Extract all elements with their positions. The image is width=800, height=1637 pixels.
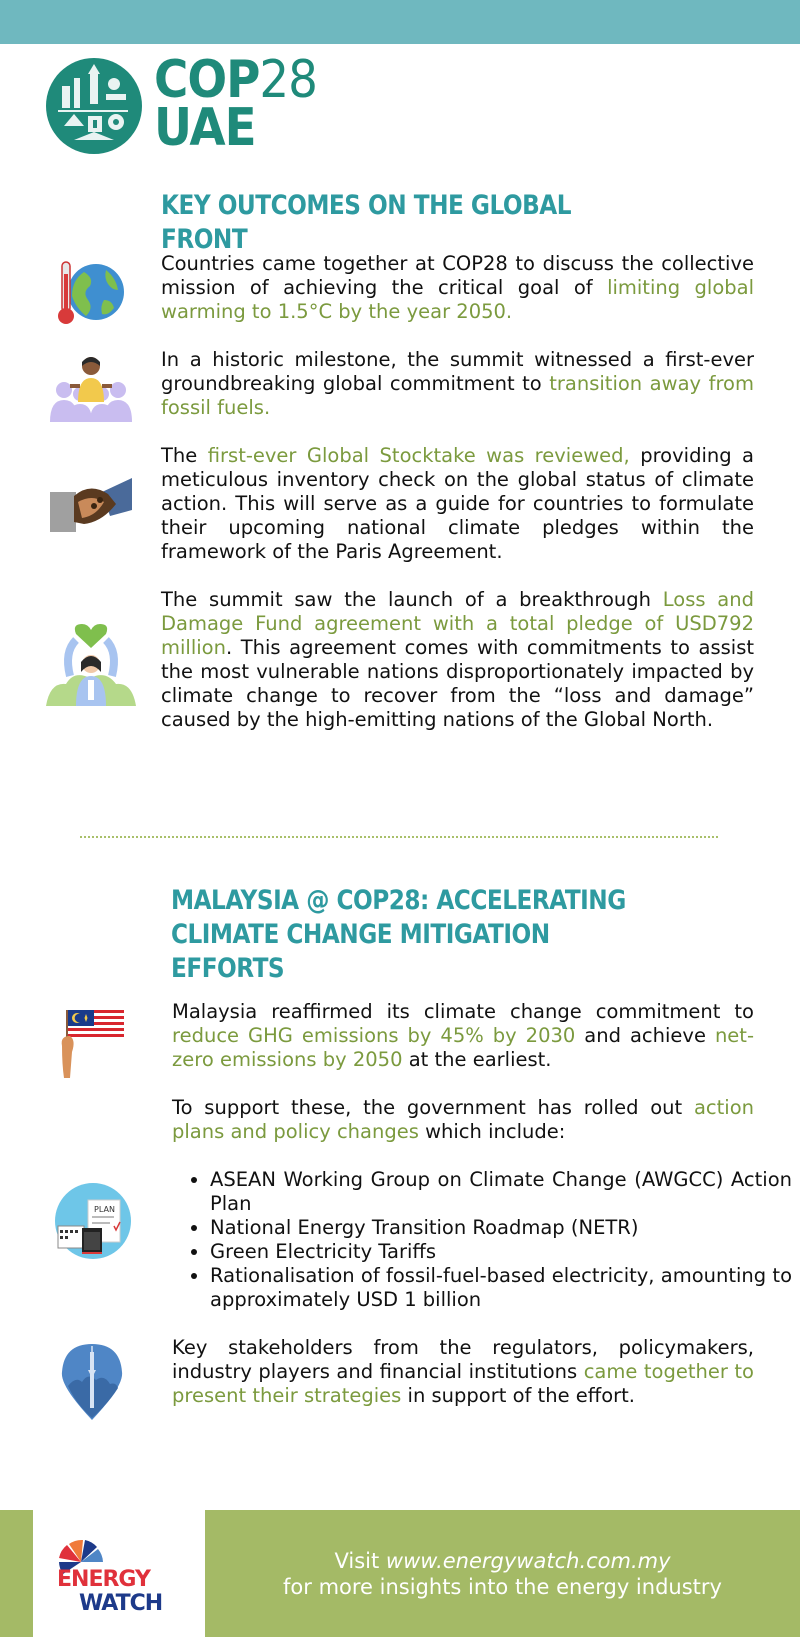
logo-cop: COP: [154, 50, 260, 110]
malaysia-p3-text: Key stakeholders from the regulators, policymakers, industry players and financial institutions came together to present their strategies in support of the effort.: [172, 1336, 754, 1407]
footer-tagline: for more insights into the energy industry: [283, 1575, 722, 1599]
malaysia-section-heading: [171, 884, 670, 986]
cop28-logo: [44, 50, 317, 160]
section-divider: [80, 836, 718, 838]
brand-watch: WATCH: [79, 1591, 163, 1614]
logo-28: 28: [259, 50, 317, 110]
global-section-heading: KEY OUTCOMES ON THE GLOBAL FRONT: [161, 190, 572, 255]
handshake-icon: [50, 472, 132, 536]
global-item-1-text: Countries came together at COP28 to discuss the collective mission of achieving the critical goal of limiting global warming to 1.5°C by the year 2050.: [161, 252, 754, 323]
footer-website-link[interactable]: www.energywatch.com.my: [385, 1549, 671, 1573]
global-item-4-text: The summit saw the launch of a breakthrough Loss and Damage Fund agreement with a total pledge of USD792 million. This agreement comes with commitments to assist the most vulnerable nations disproportionately impacted by climate change to recover from the “loss and damage” caused by the high-emitting nations of the Global North.: [161, 588, 754, 731]
list-item: • National Energy Transition Roadmap (NETR): [210, 1216, 792, 1240]
location-pin-tower-icon: [60, 1342, 124, 1420]
footer-visit-label: Visit: [334, 1549, 386, 1573]
cop28-globe-emblem-icon: [44, 56, 144, 156]
person-holding-heart-icon: [46, 622, 136, 706]
list-item: • Rationalisation of fossil-fuel-based electricity, amounting to approximately USD 1 billion: [210, 1264, 792, 1312]
footer-cta: [205, 1548, 800, 1600]
malaysia-p1-text: Malaysia reaffirmed its climate change commitment to reduce GHG emissions by 45% by 2030 and achieve net-zero emissions by 2050 at the earliest.: [172, 1000, 754, 1071]
cop28-wordmark: [154, 50, 317, 158]
top-banner-bar: [0, 0, 800, 44]
global-item-3-text: The first-ever Global Stocktake was reviewed, providing a meticulous inventory check on the global status of climate action. This will serve as a guide for countries to formulate their upcoming national climate pledges within the framework of the Paris Agreement.: [161, 444, 755, 563]
energy-watch-logo-icon: [53, 1534, 193, 1614]
policy-list: [172, 1168, 792, 1312]
malaysia-heading-line2: CLIMATE CHANGE MITIGATION EFFORTS: [171, 919, 550, 984]
malaysia-p2-text: To support these, the government has rolled out action plans and policy changes which include:: [172, 1096, 754, 1143]
energy-watch-logo: [33, 1510, 205, 1637]
policy-plan-icon: [54, 1182, 132, 1260]
people-group-icon: [46, 352, 136, 422]
brand-energy: ENERGY: [57, 1567, 150, 1592]
global-item-2-text: In a historic milestone, the summit witnessed a first-ever groundbreaking global commitment to transition away from fossil fuels.: [161, 348, 754, 419]
malaysia-flag-icon: [58, 1006, 128, 1080]
malaysia-heading-line1: MALAYSIA @ COP28: ACCELERATING: [171, 885, 626, 916]
list-item: • Green Electricity Tariffs: [210, 1240, 792, 1264]
plan-icon-label: PLAN: [94, 1205, 115, 1214]
earth-thermometer-icon: [54, 256, 126, 328]
list-item: • ASEAN Working Group on Climate Change (AWGCC) Action Plan: [210, 1168, 792, 1216]
logo-uae: UAE: [154, 98, 256, 158]
